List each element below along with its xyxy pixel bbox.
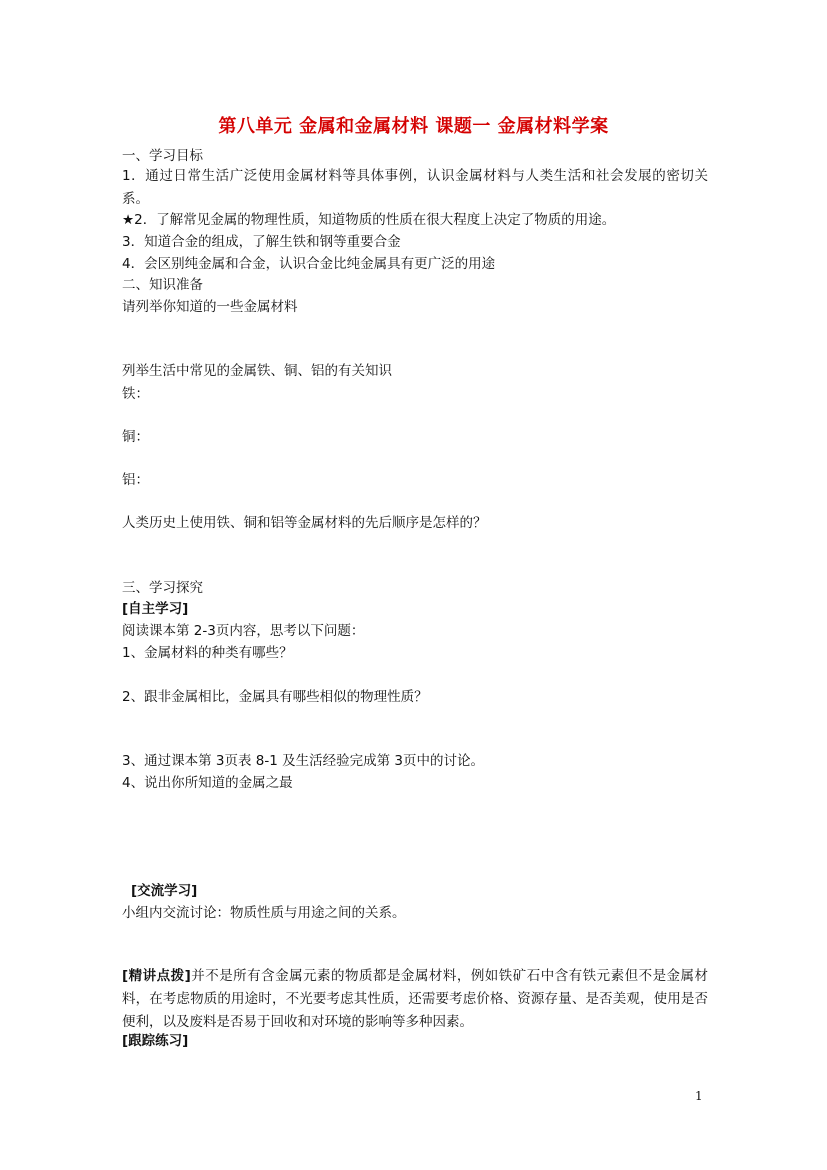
copper-label: 铜： [122, 429, 149, 445]
objective-2: ★2．了解常见金属的物理性质，知道物质的性质在很大程度上决定了物质的用途。 [122, 212, 616, 228]
key-point-paragraph [122, 965, 708, 1034]
practice-heading: [跟踪练习] [122, 1033, 189, 1049]
reading-instruction: 阅读课本第 2-3页内容，思考以下问题： [122, 623, 365, 639]
objective-3: 3．知道合金的组成，了解生铁和钢等重要合金 [122, 234, 401, 250]
objective-4: 4．会区别纯金属和合金，认识合金比纯金属具有更广泛的用途 [122, 256, 496, 272]
prep-question-1: 请列举你知道的一些金属材料 [122, 299, 298, 315]
self-study-heading: [自主学习] [122, 601, 189, 617]
study-question-1: 1、金属材料的种类有哪些？ [122, 645, 293, 661]
group-discussion: 小组内交流讨论：物质性质与用途之间的关系。 [122, 905, 406, 921]
study-question-2: 2、跟非金属相比，金属具有哪些相似的物理性质？ [122, 689, 428, 705]
key-point-label: [精讲点拨] [122, 968, 191, 984]
study-question-3: 3、通过课本第 3页表 8-1 及生活经验完成第 3页中的讨论。 [122, 753, 484, 769]
study-question-4: 4、说出你所知道的金属之最 [122, 775, 293, 791]
iron-label: 铁： [122, 386, 149, 402]
exchange-heading: [交流学习] [131, 883, 198, 899]
page-number: 1 [695, 1089, 703, 1103]
page-title: 第八单元 金属和金属材料 课题一 金属材料学案 [218, 116, 609, 137]
section1-heading: 一、学习目标 [122, 148, 203, 164]
objective-1: 1．通过日常生活广泛使用金属材料等具体事例，认识金属材料与人类生活和社会发展的密切关系。 [122, 168, 708, 207]
key-point-text: 并不是所有含金属元素的物质都是金属材料，例如铁矿石中含有铁元素但不是金属材料，在考虑物质的用途时，不光要考虑其性质，还需要考虑价格、资源存量、是否美观，使用是否便利，以及废料是否易于回收和对环境的影响等多种因素。 [122, 968, 709, 1030]
prep-question-3: 人类历史上使用铁、铜和铝等金属材料的先后顺序是怎样的？ [122, 515, 487, 531]
section2-heading: 二、知识准备 [122, 277, 203, 293]
aluminum-label: 铝： [122, 472, 149, 488]
section3-heading: 三、学习探究 [122, 580, 203, 596]
prep-question-2: 列举生活中常见的金属铁、铜、铝的有关知识 [122, 363, 392, 379]
